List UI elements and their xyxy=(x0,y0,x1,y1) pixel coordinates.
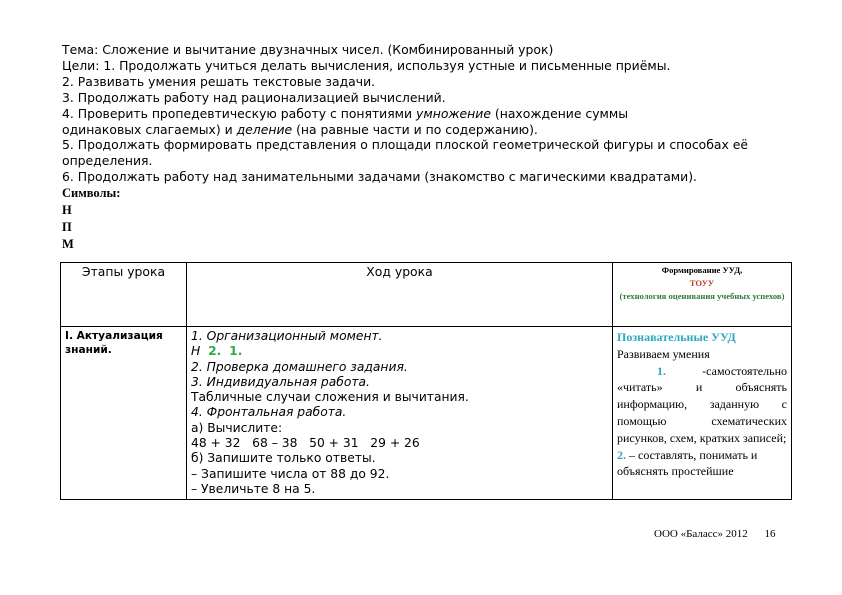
course-step-3: 3. Индивидуальная работа. xyxy=(191,374,370,389)
page-number: 16 xyxy=(764,528,776,540)
table-header-row xyxy=(61,263,792,327)
course-step-1: 1. Организационный момент. xyxy=(191,329,383,343)
topic-text: Сложение и вычитание двузначных чисел. (Комбинированный урок) xyxy=(102,42,554,57)
col-header-course: Ход урока xyxy=(187,263,613,327)
goal-3: 3. Продолжать работу над рационализацией вычислений. xyxy=(62,89,446,105)
topic-label: Тема: xyxy=(62,42,99,57)
lesson-header xyxy=(62,42,792,253)
goal-5: 5. Продолжать формировать представления о площади плоской геометрической фигуры и способах её определения. xyxy=(62,137,748,169)
uud-item-2: 2. – составлять, понимать и объяснять простейшие xyxy=(617,447,758,479)
symbol-m: М xyxy=(62,237,74,252)
course-examples: 48 + 32 68 – 38 50 + 31 29 + 26 xyxy=(191,436,420,451)
course-symbol-line: Н 2. 1. xyxy=(191,344,243,359)
uud-subtitle: Развиваем умения xyxy=(617,346,710,361)
uud-cell xyxy=(613,327,792,500)
goal-1: 1. Продолжать учиться делать вычисления, используя устные и письменные приёмы. xyxy=(103,57,671,73)
symbols-label: Символы: xyxy=(62,186,121,201)
goal-4-line-2: одинаковых слагаемых) и деление (на равные части и по содержанию). xyxy=(62,121,538,137)
goal-2: 2. Развивать умения решать текстовые задачи. xyxy=(62,73,376,89)
course-task-b1: – Запишите числа от 88 до 92. xyxy=(191,466,390,481)
uud-title: Познавательные УУД xyxy=(617,330,736,344)
goal-4-line-1: 4. Проверить пропедевтическую работу с понятиями умножение (нахождение суммы xyxy=(62,105,629,121)
topic-line xyxy=(62,42,792,58)
lesson-table xyxy=(60,262,792,500)
course-step-2: 2. Проверка домашнего задания. xyxy=(191,359,408,374)
course-task-b2: – Увеличьте 8 на 5. xyxy=(191,481,316,496)
table-row xyxy=(61,327,792,500)
uud-item-1: 1. -самостоятельно «читать» и объяснять информацию, заданную с помощью схематических рисунков, схем, кратких записей; xyxy=(617,363,787,445)
uud-header-touu: ТОУУ xyxy=(689,278,715,288)
term-division: деление xyxy=(236,121,293,137)
course-task-a: а) Вычислите: xyxy=(191,420,283,435)
term-multiplication: умножение xyxy=(416,105,491,121)
course-cell xyxy=(187,327,613,500)
goal-6: 6. Продолжать работу над занимательными задачами (знакомство с магическими квадратами). xyxy=(62,169,697,185)
uud-header-note: (технология оценивания учебных успехов) xyxy=(619,291,785,301)
goals-label: Цели: xyxy=(62,57,100,73)
goals-line xyxy=(62,58,792,74)
stage-cell: I. Актуализация знаний. xyxy=(61,327,187,500)
course-text-1: Табличные случаи сложения и вычитания. xyxy=(191,390,469,405)
col-header-uud xyxy=(613,263,792,327)
course-step-4: 4. Фронтальная работа. xyxy=(191,405,347,420)
col-header-stages: Этапы урока xyxy=(61,263,187,327)
symbol-n: Н xyxy=(62,203,72,218)
symbol-p: П xyxy=(62,220,72,235)
course-task-b: б) Запишите только ответы. xyxy=(191,451,376,466)
page-footer xyxy=(654,528,776,540)
publisher-text: ООО «Баласс» 2012 xyxy=(654,528,748,540)
uud-header-title: Формирование УУД, xyxy=(661,265,743,275)
